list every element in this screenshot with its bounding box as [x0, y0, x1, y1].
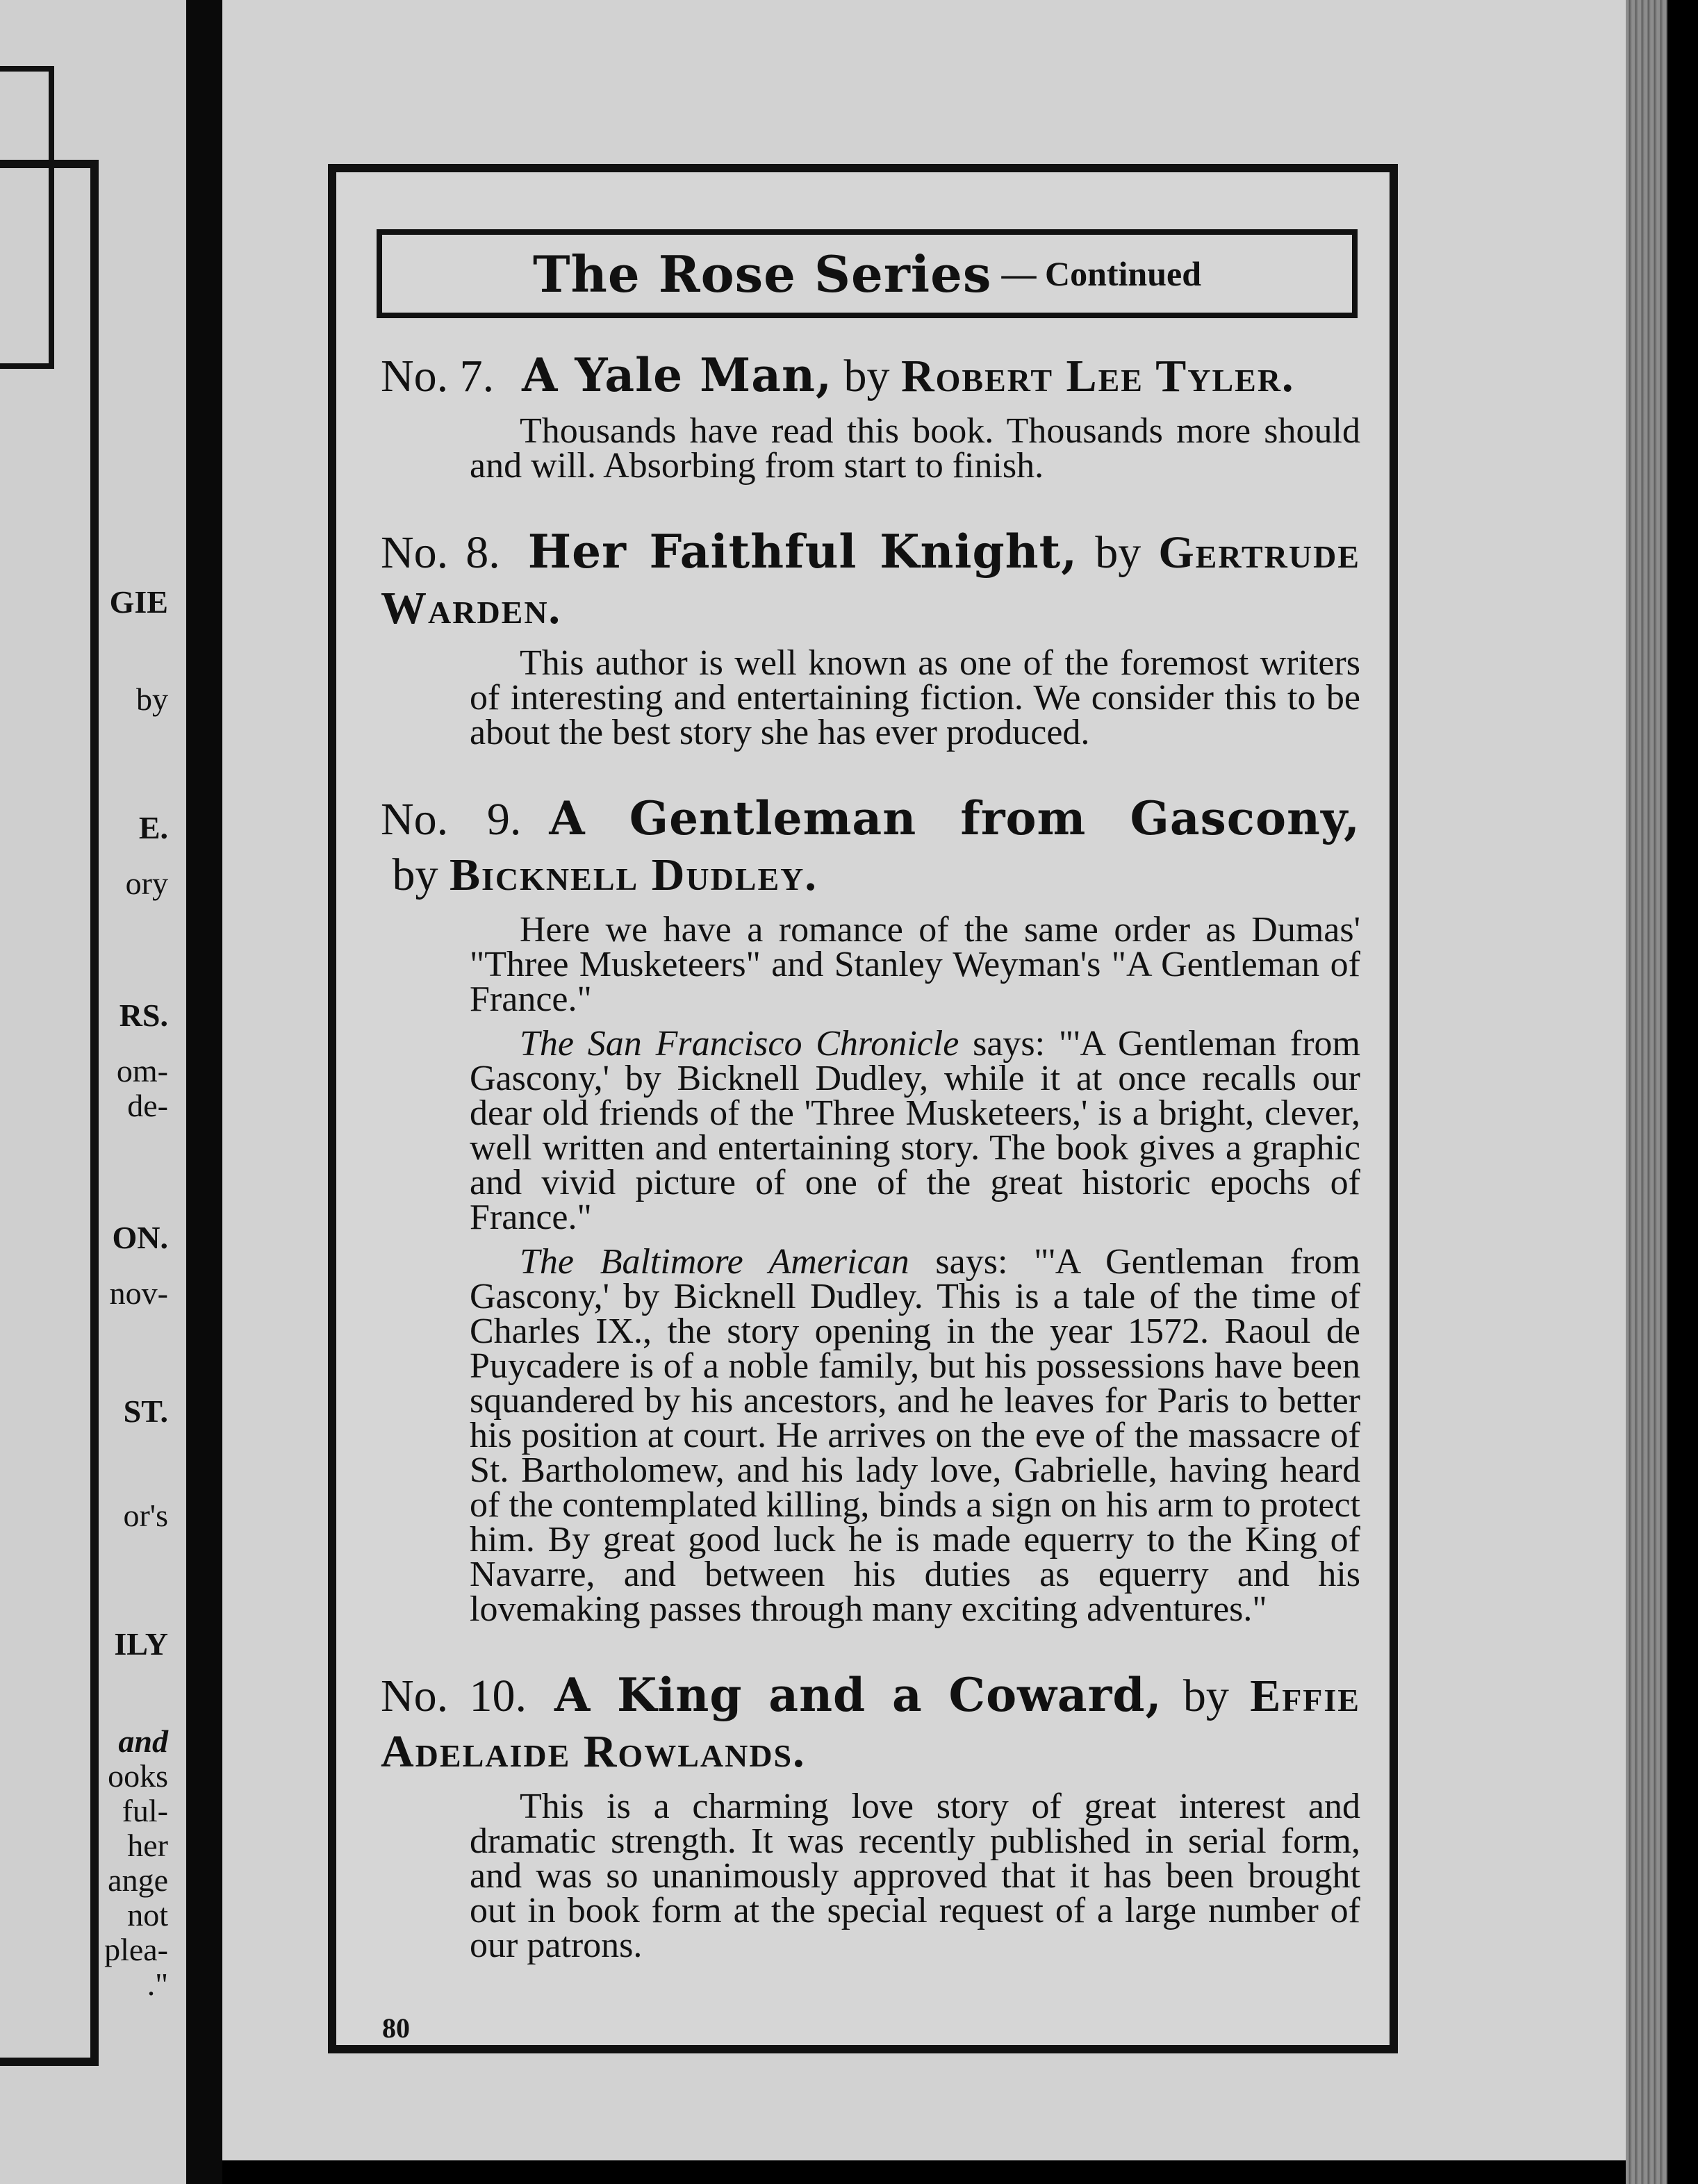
entry-number: No. 7.	[381, 351, 495, 402]
entry-description	[470, 1024, 1360, 1237]
left-page-fragment: and	[118, 1723, 168, 1759]
left-page-fragment: her	[127, 1828, 168, 1863]
left-page-fragment: not	[127, 1897, 168, 1933]
author-name: Gertrude Warden.	[381, 527, 1360, 634]
page-edge	[1626, 0, 1667, 2184]
left-page-fragment: nov-	[109, 1275, 168, 1311]
description-text: Here we have a romance of the same order as Dumas' "Three Musketeers" and Stanley Weyman's "A Gentleman of France."	[470, 910, 1360, 1019]
left-page-fragment: ange	[108, 1862, 168, 1898]
left-page	[0, 0, 186, 2184]
author-name: Effie Adelaide Rowlands.	[381, 1671, 1360, 1777]
left-page-fragment: RS.	[119, 998, 168, 1033]
entry-heading	[381, 1667, 1360, 1780]
book-title: A King and a Coward,	[554, 1668, 1162, 1722]
book-title: Her Faithful Knight,	[527, 524, 1078, 579]
description-text: says: "'A Gentleman from Gascony,' by Bicknell Dudley. This is a tale of the time of Charles IX., the story opening in the year 1572. Raoul de Puycadere is of a noble family, but his possessions have been squandered by his ancestors, and he leaves for Paris to better his position at court. He arrives on the eve of the massacre of St. Bartholomew, and his lady love, Gabrielle, having heard of the contemplated killing, binds a sign on his arm to protect him. By great good luck he is made equerry to the King of Navarre, and between his duties as equerry and his lovemaking passes through many exciting adventures."	[470, 1242, 1361, 1629]
description-text: Thousands have read this book. Thousands more should and will. Absorbing from start to finish.	[470, 411, 1360, 486]
left-page-fragment: or's	[123, 1498, 168, 1533]
left-page-fragment: E.	[138, 810, 168, 845]
description-text: says: "'A Gentleman from Gascony,' by Bicknell Dudley, while it at once recalls our dear old friends of the 'Three Musketeers,' is a bright, clever, well written and entertaining story. The book gives a graphic and vivid picture of one of the great historic epochs of France."	[470, 1024, 1360, 1237]
left-page-fragment: ory	[125, 866, 168, 901]
book-title: A Gentleman from Gascony,	[549, 791, 1360, 845]
book-entry	[381, 347, 1360, 486]
left-page-fragment: ."	[147, 1967, 168, 2002]
entry-description	[470, 1242, 1361, 1629]
by-text: by	[832, 351, 901, 402]
left-page-fragment: ON.	[112, 1220, 168, 1255]
description-text: This is a charming love story of great interest and dramatic strength. It was recently published in serial form, and was so unanimously approved that it has been brought out in book form at the special request of a large number of our patrons.	[470, 1787, 1360, 1965]
page-number: 80	[382, 2012, 410, 2044]
series-subtitle: — Continued	[1001, 254, 1202, 293]
entry-number: No. 8.	[381, 527, 500, 578]
book-gutter	[186, 0, 222, 2184]
left-page-fragment: plea-	[104, 1932, 168, 1967]
left-page-fragment: GIE	[109, 584, 168, 620]
by-text: by	[1162, 1671, 1251, 1721]
left-page-fragment: ooks	[108, 1758, 168, 1794]
left-page-fragment: ST.	[123, 1393, 168, 1429]
book-title: A Yale Man,	[522, 348, 832, 402]
entry-heading	[381, 347, 1360, 404]
entry-description	[470, 910, 1360, 1019]
by-text: by	[381, 850, 450, 900]
book-entry	[381, 524, 1360, 750]
entry-heading	[381, 791, 1360, 903]
series-title: The Rose Series	[532, 244, 992, 304]
entry-number: No. 10.	[381, 1671, 527, 1721]
series-header	[377, 229, 1358, 318]
entry-description	[470, 643, 1360, 752]
entry-description	[470, 411, 1360, 486]
left-page-fragment: de-	[127, 1088, 168, 1123]
left-page-frame	[0, 160, 99, 2066]
left-page-fragment: by	[136, 681, 168, 717]
author-name: Robert Lee Tyler.	[900, 351, 1295, 402]
left-page-fragment: ILY	[114, 1626, 168, 1662]
by-text: by	[1078, 527, 1159, 578]
description-text: This author is well known as one of the foremost writers of interesting and entertaining fiction. We consider this to be about the best story she has ever produced.	[470, 643, 1360, 752]
quote-source: The San Francisco Chronicle	[520, 1024, 959, 1064]
entry-number: No. 9.	[381, 794, 522, 845]
left-page-fragment: om-	[116, 1053, 168, 1089]
author-name: Bicknell Dudley.	[450, 850, 818, 900]
book-entry	[381, 791, 1360, 1627]
left-page-fragment: ful-	[122, 1793, 168, 1828]
quote-source: The Baltimore American	[520, 1242, 909, 1282]
entry-heading	[381, 524, 1360, 636]
book-listing	[381, 347, 1360, 2003]
book-entry	[381, 1667, 1360, 1963]
entry-description	[470, 1789, 1360, 1963]
